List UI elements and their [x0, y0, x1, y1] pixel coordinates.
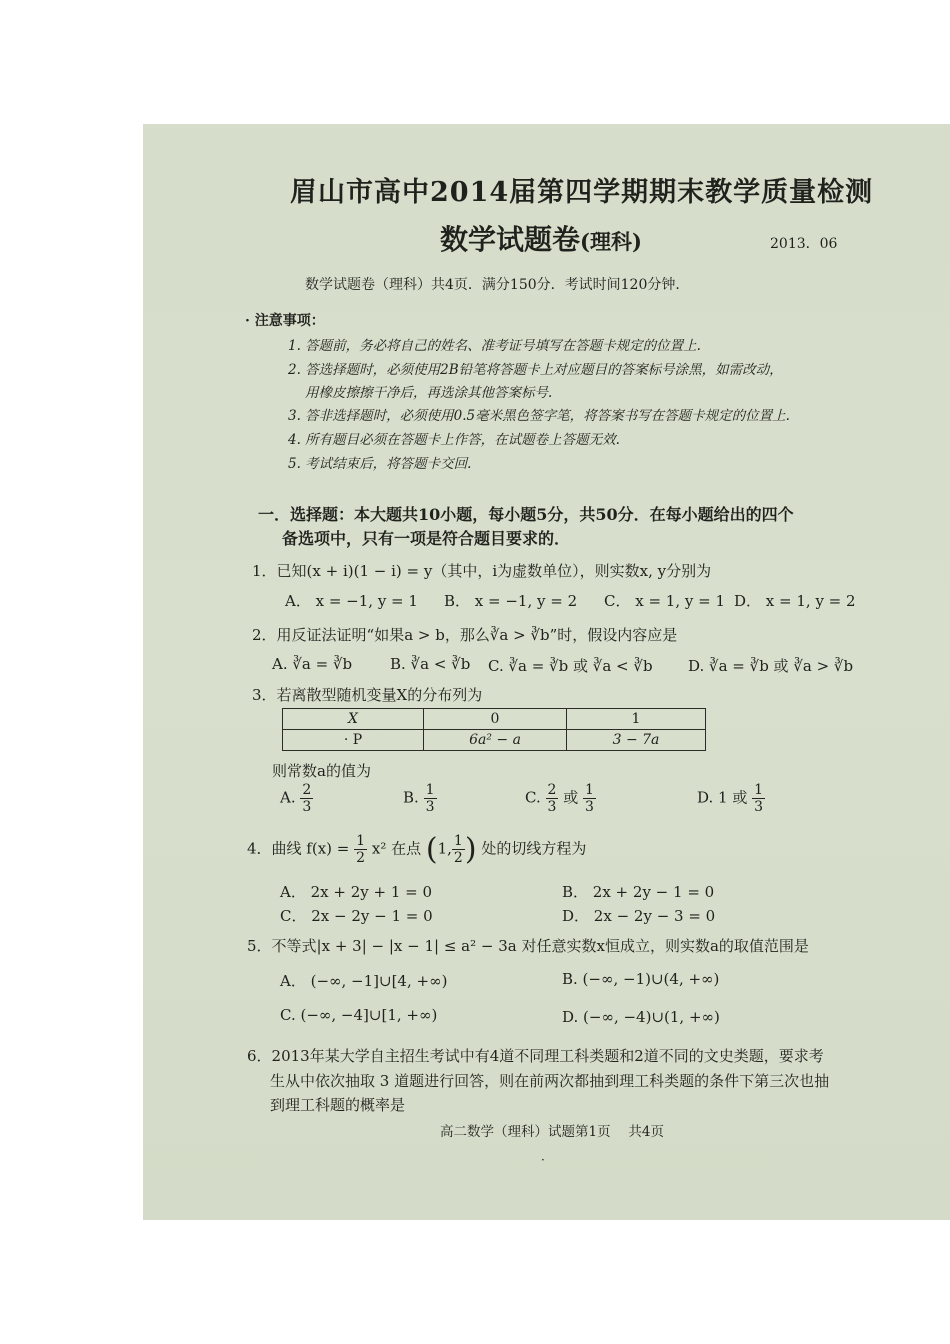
note-item: 1. 答题前，务必将自己的姓名、准考证号填写在答题卡规定的位置上.: [288, 338, 701, 354]
q2-option-d: D. ∛a = ∛b 或 ∛a > ∛b: [688, 657, 854, 675]
question-5-stem: 5．不等式|x + 3| − |x − 1| ≤ a² − 3a 对任意实数x恒成立，则实数a的取值范围是: [247, 937, 809, 955]
option-label: D. 1 或: [697, 788, 748, 807]
table-cell: 0: [424, 709, 567, 730]
exam-title-line1: 眉山市高中2014届第四学期期末教学质量检测: [290, 177, 874, 208]
q1-option-a: A． x = −1, y = 1: [285, 592, 418, 610]
note-item: 用橡皮擦擦干净后，再选涂其他答案标号.: [305, 385, 553, 401]
q3-option-a: [280, 782, 313, 815]
q4-stem-mid: x² 在点: [371, 839, 422, 858]
q3-option-b: [403, 782, 437, 815]
exam-info: 数学试题卷（理科）共4页．满分150分．考试时间120分钟．: [305, 277, 690, 293]
denominator: 2: [356, 850, 366, 866]
note-item: 5. 考试结束后，将答题卡交回.: [288, 456, 472, 472]
notes-heading: · 注意事项：: [245, 313, 325, 329]
q4-option-c: C． 2x − 2y − 1 = 0: [280, 907, 433, 925]
question-1-stem: 1．已知(x + i)(1 − i) = y（其中，i为虚数单位），则实数x, y分别为: [252, 562, 712, 580]
q3-option-c: [525, 782, 596, 815]
question-4-stem: [247, 832, 586, 867]
q5-option-c: C. (−∞, −4]∪[1, +∞): [280, 1006, 438, 1024]
question-3-stem: 3．若离散型随机变量X的分布列为: [252, 686, 483, 704]
option-label: B.: [403, 788, 419, 807]
q1-option-b: B． x = −1, y = 2: [444, 592, 578, 610]
fraction: [452, 833, 465, 866]
section-heading: 一．选择题：本大题共10小题，每小题5分，共50分．在每小题给出的四个: [258, 505, 794, 524]
table-row: [283, 730, 706, 751]
q4-option-d: D． 2x − 2y − 3 = 0: [562, 907, 716, 925]
denominator: 3: [585, 799, 594, 815]
question-3-after: 则常数a的值为: [272, 762, 371, 780]
question-6-line3: 到理工科题的概率是: [270, 1096, 406, 1114]
table-row: [283, 709, 706, 730]
table-cell: 1: [567, 709, 706, 730]
fraction: [424, 782, 437, 815]
denominator: 3: [302, 799, 312, 815]
q3-option-d: [697, 782, 765, 815]
title-main-text: 数学试题卷: [440, 223, 581, 256]
question-2-stem: 2．用反证法证明“如果a > b，那么∛a > ∛b”时，假设内容应是: [252, 626, 678, 644]
left-paren: (: [425, 832, 438, 867]
numerator: 1: [585, 782, 594, 798]
q4-option-b: B． 2x + 2y − 1 = 0: [562, 883, 715, 901]
question-6-line1: 6．2013年某大学自主招生考试中有4道不同理工科类题和2道不同的文史类题，要求考: [247, 1047, 824, 1065]
q2-option-c: C. ∛a = ∛b 或 ∛a < ∛b: [488, 657, 653, 675]
numerator: 1: [754, 782, 764, 798]
numerator: 1: [453, 833, 463, 849]
fraction: [583, 782, 596, 815]
question-6-line2: 生从中依次抽取 3 道题进行回答，则在前两次都抽到理工科类题的条件下第三次也抽: [270, 1072, 830, 1090]
q1-option-d: D． x = 1, y = 2: [734, 592, 856, 610]
q4-stem-post: 处的切线方程为: [481, 839, 587, 858]
q5-option-b: B. (−∞, −1)∪(4, +∞): [562, 970, 720, 988]
q4-point-x: 1,: [437, 839, 452, 858]
numerator: 2: [302, 782, 312, 798]
numerator: 1: [425, 782, 435, 798]
option-label: A.: [280, 788, 296, 807]
option-label: C.: [525, 788, 541, 807]
right-paren: ): [464, 832, 477, 867]
q5-option-a: A． (−∞, −1]∪[4, +∞): [280, 972, 448, 990]
exam-date: 2013．06: [770, 236, 838, 252]
denominator: 3: [547, 799, 557, 815]
table-cell: 3 − 7a: [567, 730, 706, 751]
numerator: 2: [547, 782, 557, 798]
note-item: 3. 答非选择题时，必须使用0.5毫米黑色签字笔，将答案书写在答题卡规定的位置上.: [288, 408, 790, 424]
table-cell: 6a² − a: [424, 730, 567, 751]
fraction: [546, 782, 559, 815]
fraction: [300, 782, 313, 815]
footer-dot: ·: [541, 1153, 545, 1167]
q1-option-c: C． x = 1, y = 1: [604, 592, 726, 610]
table-cell: · P: [283, 730, 424, 751]
note-item: 2. 答选择题时，必须使用2B铅笔将答题卡上对应题目的答案标号涂黑，如需改动，: [288, 362, 783, 378]
q2-option-a: A. ∛a = ∛b: [272, 655, 353, 673]
q4-option-a: A． 2x + 2y + 1 = 0: [280, 883, 433, 901]
q5-option-d: D. (−∞, −4)∪(1, +∞): [562, 1008, 720, 1026]
denominator: 3: [754, 799, 764, 815]
q4-stem-pre: 4．曲线 f(x) =: [247, 839, 350, 858]
distribution-table: [282, 708, 706, 751]
denominator: 3: [425, 799, 435, 815]
or-text: 或: [563, 788, 579, 807]
section-heading-cont: 备选项中，只有一项是符合题目要求的．: [282, 529, 571, 548]
numerator: 1: [356, 833, 366, 849]
title-suffix: (理科): [580, 229, 642, 254]
table-cell: X: [283, 709, 424, 730]
fraction: [752, 782, 765, 815]
denominator: 2: [453, 850, 463, 866]
q2-option-b: B. ∛a < ∛b: [390, 655, 471, 673]
fraction: [354, 833, 367, 866]
note-item: 4. 所有题目必须在答题卡上作答，在试题卷上答题无效.: [288, 432, 620, 448]
exam-title-main: [440, 218, 642, 258]
page-footer: 高二数学（理科）试题第1页 共4页: [440, 1124, 664, 1140]
